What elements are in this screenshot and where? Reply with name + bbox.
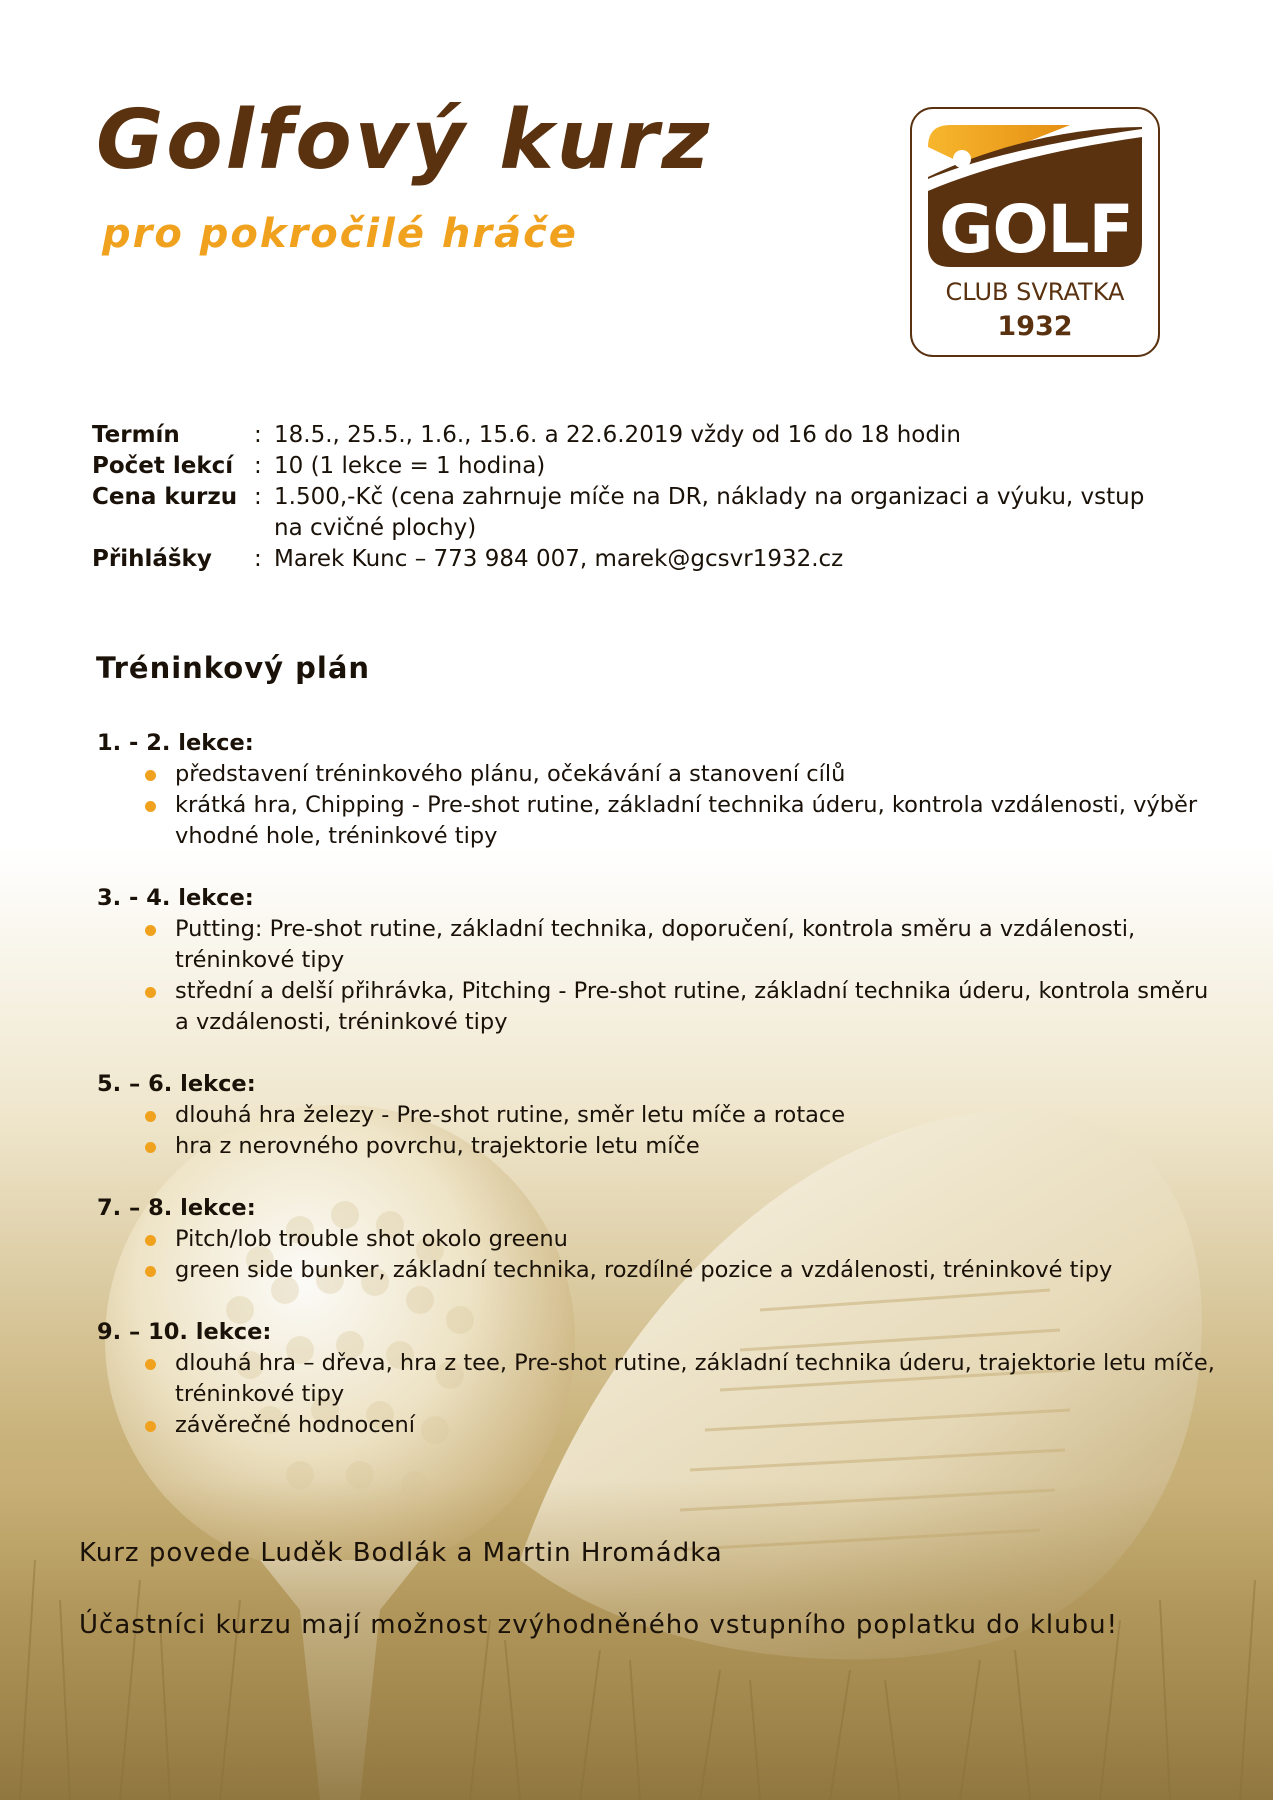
lesson-item: hra z nerovného povrchu, trajektorie letu míče bbox=[145, 1131, 1217, 1162]
info-label: Přihlášky bbox=[92, 546, 212, 572]
lesson-item: dlouhá hra železy - Pre-shot rutine, směr letu míče a rotace bbox=[145, 1100, 1217, 1131]
info-separator: : bbox=[254, 453, 262, 479]
lesson-item: Putting: Pre-shot rutine, základní technika, doporučení, kontrola směru a vzdálenosti, tréninkové tipy bbox=[145, 914, 1217, 976]
lesson-heading: 1. - 2. lekce: bbox=[97, 730, 254, 756]
info-label: Cena kurzu bbox=[92, 484, 238, 510]
lesson-item: závěrečné hodnocení bbox=[145, 1410, 1217, 1441]
info-label: Termín bbox=[92, 422, 180, 448]
golf-club-logo bbox=[910, 107, 1160, 357]
lesson-item: Pitch/lob trouble shot okolo greenu bbox=[145, 1224, 1217, 1255]
lesson-block bbox=[97, 728, 1217, 852]
lesson-item: krátká hra, Chipping - Pre-shot rutine, základní technika úderu, kontrola vzdálenosti, výběr vhodné hole, tréninkové tipy bbox=[145, 790, 1217, 852]
lesson-block bbox=[97, 1317, 1217, 1441]
info-row-registration bbox=[92, 544, 1174, 575]
info-separator: : bbox=[254, 484, 262, 510]
lesson-item: představení tréninkového plánu, očekávání a stanovení cílů bbox=[145, 759, 1217, 790]
page-title: Golfový kurz bbox=[96, 93, 713, 188]
info-value: 10 (1 lekce = 1 hodina) bbox=[274, 453, 546, 479]
plan-title: Tréninkový plán bbox=[96, 651, 371, 685]
lesson-heading: 7. – 8. lekce: bbox=[97, 1195, 256, 1221]
lesson-item: dlouhá hra – dřeva, hra z tee, Pre-shot rutine, základní technika úderu, trajektorie letu míče, tréninkové tipy bbox=[145, 1348, 1217, 1410]
lesson-heading: 9. – 10. lekce: bbox=[97, 1319, 272, 1345]
lesson-block bbox=[97, 1193, 1217, 1286]
lesson-heading: 3. - 4. lekce: bbox=[97, 885, 254, 911]
training-plan bbox=[97, 728, 1217, 1472]
info-value: Marek Kunc – 773 984 007, marek@gcsvr1932.cz bbox=[274, 546, 844, 572]
membership-offer: Účastníci kurzu mají možnost zvýhodněného vstupního poplatku do klubu! bbox=[79, 1610, 1119, 1640]
lesson-item: green side bunker, základní technika, rozdílné pozice a vzdálenosti, tréninkové tipy bbox=[145, 1255, 1217, 1286]
lesson-block bbox=[97, 883, 1217, 1038]
logo-line2: CLUB SVRATKA bbox=[945, 278, 1125, 306]
info-row-termin bbox=[92, 420, 1174, 451]
info-separator: : bbox=[254, 546, 262, 572]
info-row-lessons bbox=[92, 451, 1174, 482]
course-info bbox=[92, 420, 1174, 575]
logo-text: GOLF bbox=[939, 191, 1133, 268]
info-label: Počet lekcí bbox=[92, 453, 234, 479]
info-separator: : bbox=[254, 422, 262, 448]
logo-line3: 1932 bbox=[997, 311, 1073, 342]
lesson-item: střední a delší přihrávka, Pitching - Pre-shot rutine, základní technika úderu, kontrola směru a vzdálenosti, tréninkové tipy bbox=[145, 976, 1217, 1038]
info-value: 18.5., 25.5., 1.6., 15.6. a 22.6.2019 vždy od 16 do 18 hodin bbox=[274, 422, 961, 448]
lesson-block bbox=[97, 1069, 1217, 1162]
info-row-price bbox=[92, 482, 1174, 544]
instructors-note: Kurz povede Luděk Bodlák a Martin Hromádka bbox=[79, 1538, 723, 1568]
page-subtitle: pro pokročilé hráče bbox=[102, 211, 578, 257]
lesson-heading: 5. – 6. lekce: bbox=[97, 1071, 256, 1097]
info-value: 1.500,-Kč (cena zahrnuje míče na DR, náklady na organizaci a výuku, vstup na cvičné plochy) bbox=[274, 484, 1145, 541]
